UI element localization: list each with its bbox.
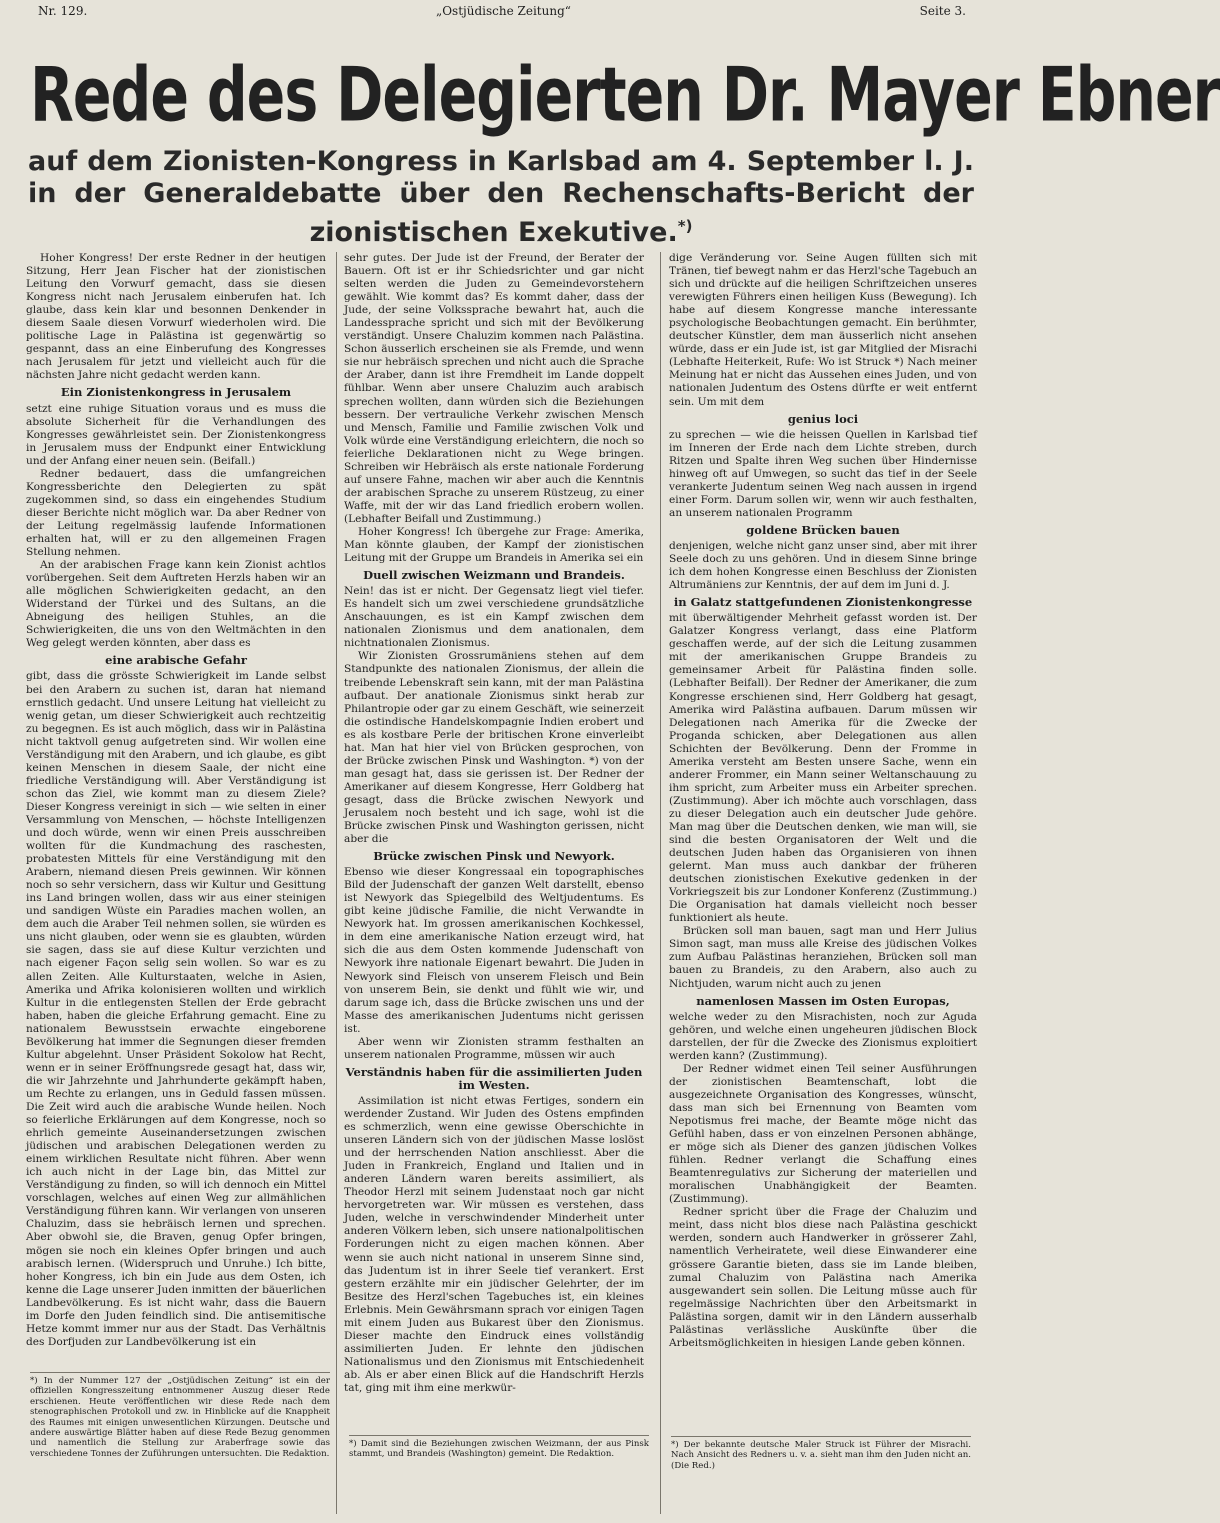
section-heading: Verständnis haben für die assimilierten Juden im Westen. — [345, 1064, 643, 1092]
section-heading: in Galatz stattgefundenen Zionistenkongresse — [673, 595, 973, 610]
section-heading: Ein Zionistenkongress in Jerusalem — [60, 385, 292, 400]
article-subheadline — [28, 146, 974, 249]
issue-number: Nr. 129. — [38, 4, 88, 18]
section-heading: namenlosen Massen im Osten Europas, — [696, 993, 950, 1008]
section-heading: eine arabische Gefahr — [105, 653, 247, 668]
paragraph: Nein! das ist er nicht. Der Gegensatz liegt viel tiefer. Es handelt sich um zwei verschiedene grundsätzliche Anschauungen, es ist ein Kampf zwischen dem nationalen Zionismus und dem anationalen, dem nichtnationalen Zionismus. — [344, 585, 644, 650]
paragraph: Wir Zionisten Grossrumäniens stehen auf dem Standpunkte des nationalen Zionismus, der allein die treibende Lebenskraft sein kann, mit der man Palästina aufbaut. Der anationale Zionismus sinkt herab zur Philantropie oder gar zu einem Geschäft, wie seinerzeit die ostindische Handelskompagnie Indien erobert und es als kostbare Perle der britischen Krone einverleibt hat. Man hat hier viel von Brücken gesprochen, von der Brücke zwischen Pinsk und Washington. *) von der man gesagt hat, dass sie gerissen ist. Der Redner der Amerikaner auf diesem Kongresse, Herr Goldberg hat gesagt, dass die Brücke zwischen Newyork und Jerusalem noch besteht und ich sage, wohl ist die Brücke zwischen Pinsk und Washington gerissen, nicht aber die — [344, 650, 644, 846]
subheadline-line-3-text: zionistischen Exekutive. — [309, 217, 678, 248]
text-column-3 — [669, 252, 977, 1435]
column-rule — [660, 252, 661, 1514]
text-column-1 — [26, 252, 326, 1372]
article-headline: Rede des Delegierten Dr. Mayer Ebner — [30, 51, 1220, 139]
footnote-rule — [30, 1372, 330, 1373]
footnote-1: *) In der Nummer 127 der „Ostjüdischen Zeitung“ ist ein der offiziellen Kongresszeitung entnommener Auszug dieser Rede erschienen. Heute veröffentlichen wir diese Rede nach dem stenographischen Protokoll und zw. in Hinblicke auf die Knappheit des Raumes mit einigen unwesentlichen Kürzungen. Deutsche und andere auswärtige Blätter haben auf diese Rede Bezug genommen und namentlich die Stellung zur Araberfrage sowie das verschiedene Tonnes der Zuführungen untersuchten. Die Redaktion. — [30, 1376, 330, 1459]
paragraph: Aber wenn wir Zionisten stramm festhalten an unserem nationalen Programme, müssen wir auch — [344, 1035, 644, 1061]
footnote-2: *) Damit sind die Beziehungen zwischen Weizmann, der aus Pinsk stammt, und Brandeis (Washington) gemeint. Die Redaktion. — [349, 1439, 649, 1460]
footnote-3: *) Der bekannte deutsche Maler Struck ist Führer der Misrachi. Nach Ansicht des Redners u. v. a. sieht man ihm den Juden nicht an. (Die Red.) — [671, 1440, 971, 1471]
paragraph: Brücken soll man bauen, sagt man und Herr Julius Simon sagt, man muss alle Kreise des jüdischen Volkes zum Aufbau Palästinas heranziehen, Brücken soll man bauen zu Brandeis, zu den Arabern, also auch zu Nichtjuden, warum nicht auch zu jenen — [669, 925, 977, 990]
paragraph: Der Redner widmet einen Teil seiner Ausführungen der zionistischen Beamtenschaft, lobt die ausgezeichnete Organisation des Kongresses, wünscht, dass man sich bei Ernennung von Beamten vom Nepotismus frei mache, der Beamte möge nicht das Gefühl haben, dass er von einzelnen Personen abhänge, er möge sich als Diener des ganzen jüdischen Volkes fühlen. Redner verlangt die Schaffung eines Beamtenregulativs zur Sicherung der materiellen und moralischen Unabhängigkeit der Beamten. (Zustimmung). — [669, 1062, 977, 1206]
section-heading: genius loci — [787, 411, 859, 426]
paragraph: welche weder zu den Misrachisten, noch zur Aguda gehören, und welche einen ungeheuren jüdischen Block darstellen, der für die Zwecke des Zionismus exploitiert werden kann? (Zustimmung). — [669, 1010, 977, 1062]
paragraph: Assimilation ist nicht etwas Fertiges, sondern ein werdender Zustand. Wir Juden des Ostens empfinden es schmerzlich, wenn eine gewisse Oberschichte in unseren Ländern sich von der jüdischen Masse loslöst und der herrschenden Nation anschliesst. Aber die Juden in Frankreich, England und Italien und in anderen Ländern waren bereits assimiliert, als Theodor Herzl mit seinem Judenstaat noch gar nicht hervorgetreten war. Wir müssen es verstehen, dass Juden, welche in verschwindender Minderheit unter anderen Völkern leben, sich unsere nationalpolitischen Forderungen nicht zu eigen machen können. Aber wenn sie auch nicht national in unserem Sinne sind, das Judentum ist in ihrer Seele tief verankert. Erst gestern erzählte mir ein jüdischer Gelehrter, der im Besitze des Herzl'schen Tagebuches ist, ein kleines Erlebnis. Mein Gewährsmann sprach vor einigen Tagen mit einem Juden aus Bukarest über den Zionismus. Dieser machte den Eindruck eines vollständig assimilierten Juden. Er lehnte den jüdischen Nationalismus und den Zionismus mit Entschiedenheit ab. Als er aber einen Blick auf die Handschrift Herzls tat, ging mit ihm eine merkwür- — [344, 1094, 644, 1394]
section-heading: goldene Brücken bauen — [746, 522, 900, 537]
paragraph: Hoher Kongress! Ich übergehe zur Frage: Amerika, Man könnte glauben, der Kampf der zionistischen Leitung mit der Gruppe um Brandeis in Amerika sei ein — [344, 525, 644, 565]
section-heading: Duell zwischen Weizmann und Brandeis. — [363, 568, 625, 583]
paragraph: gibt, dass die grösste Schwierigkeit im Lande selbst bei den Arabern zu suchen ist, daran hat niemand ernstlich gedacht. Und unsere Leitung hat vielleicht zu wenig getan, um dieser Schwierigkeit auch rechtzeitig zu begegnen. Es ist auch möglich, dass wir in Palästina nicht taktvoll genug aufgetreten sind. Wir wollen eine Verständigung mit den Arabern, und ich glaube, es gibt keinen Menschen in diesem Saale, der nicht eine friedliche Verständigung will. Aber Verständigung ist schon das Ziel, wie kommt man zu diesem Ziele? Dieser Kongress vereinigt in sich — wie selten in einer Versammlung von Menschen, — höchste Intelligenzen und doch würde, wenn wir einen Preis ausschreiben wollten für die Kundmachung des raschesten, probatesten Mittels für eine Verständigung mit den Arabern, niemand diesen Preis gewinnen. Wir können noch so sehr versichern, dass wir Kultur und Gesittung ins Land bringen wollen, dass wir aus einer steinigen und sandigen Wüste ein Paradies machen wollen, an dem auch die Araber Teil nehmen sollen, sie würden es uns nicht glauben, oder wenn sie es glaubten, würden sie sagen, dass sie auf diese Kultur verzichten und nach eigener Façon selig sein wollen. So war es zu allen Zeiten. Alle Kulturstaaten, welche in Asien, Amerika und Afrika kolonisieren wollten und wirklich Kultur in die entlegensten Stellen der Erde gebracht haben, haben die gleiche Erfahrung gemacht. Eine zu nationalem Bewusstsein erwachte eingeborene Bevölkerung hat immer die Segnungen dieser fremden Kultur abgelehnt. Unser Präsident Sokolow hat Recht, wenn er in seiner Eröffnungsrede gesagt hat, dass wir, die wir Jahrzehnte und Jahrhunderte gekämpft haben, um Rechte zu erlangen, uns in Geduld fassen müssen. Die Zeit wird auch die arabische Wunde heilen. Noch so feierliche Erklärungen auf dem Kongresse, noch so ehrlich gemeinte Auseinandersetzungen zwischen jüdischen und arabischen Delegationen werden zu einem wirklichen Resultate nicht führen. Aber wenn ich auch nicht in der Lage bin, das Mittel zur Verständigung zu finden, so will ich dennoch ein Mittel vorschlagen, welches auf einen Weg zur allmählichen Verständigung führen kann. Wir verlangen von unseren Chaluzim, dass sie hebräisch lernen und sprechen. Aber obwohl sie, die Braven, genug Opfer bringen, mögen sie noch ein kleines Opfer bringen und auch arabisch lernen. (Widerspruch und Unruhe.) Ich bitte, hoher Kongress, ich bin ein Jude aus dem Osten, ich kenne die Lage unserer Juden inmitten der bäuerlichen Landbevölkerung. Es ist nicht wahr, dass die Bauern im Dorfe den Juden feindlich sind. Die antisemitische Hetze kommt immer nur aus der Stadt. Das Verhältnis des Dorfjuden zur Landbevölkerung ist ein — [26, 670, 326, 1348]
subheadline-line-1: auf dem Zionisten-Kongress in Karlsbad am 4. September l. J. — [28, 146, 974, 177]
running-header — [38, 4, 966, 22]
footnote-rule — [671, 1436, 971, 1437]
paragraph: An der arabischen Frage kann kein Zionist achtlos vorübergehen. Seit dem Auftreten Herzls haben wir an alle möglichen Schwierigkeiten gedacht, an den Widerstand der Türkei und des Sultans, an die Abneigung des heiligen Stuhles, an die Schwierigkeiten, die uns von den Weltmächten in den Weg gelegt werden könnten, aber dass es — [26, 559, 326, 650]
paragraph: Hoher Kongress! Der erste Redner in der heutigen Sitzung, Herr Jean Fischer hat der zionistischen Leitung den Vorwurf gemacht, dass sie diesen Kongress nicht nach Jerusalem einberufen hat. Ich glaube, dass kein klar und besonnen Denkender in diesem Saale diesen Vorwurf wiederholen wird. Die politische Lage in Palästina ist gegenwärtig so gespannt, dass an eine Einberufung des Kongresses nach Jerusalem für jetzt und vielleicht auch für die nächsten Jahre nicht gedacht werden kann. — [26, 252, 326, 382]
page-number: Seite 3. — [919, 4, 966, 18]
footnote-marker: *) — [677, 217, 693, 235]
text-column-2 — [344, 252, 644, 1435]
paragraph: setzt eine ruhige Situation voraus und es muss die absolute Sicherheit für die Verhandlungen des Kongresses gewährleistet sein. Der Zionistenkongress in Jerusalem muss der Endpunkt einer Entwicklung und der Anfang einer neuen sein. (Beifall.) — [26, 402, 326, 467]
paragraph: mit überwältigender Mehrheit gefasst worden ist. Der Galatzer Kongress verlangt, dass eine Platform geschaffen werde, auf der sich die Leitung zusammen mit der amerikanischen Gruppe Brandeis zu gemeinsamer Arbeit für Palästina finden solle. (Lebhafter Beifall). Der Redner der Amerikaner, die zum Kongresse erschienen sind, Herr Goldberg hat gesagt, Amerika wird Palästina aufbauen. Darum müssen wir Delegationen nach Amerika für die Zwecke der Proganda schicken, aber Delegationen aus allen Schichten der Bevölkerung. Denn der Fromme in Amerika versteht am Besten unsere Sache, wenn ein anderer Frommer, ein Mann seiner Weltanschauung zu ihm spricht, zum Arbeiter muss ein Arbeiter sprechen. (Zustimmung). Aber ich möchte auch vorschlagen, dass zu dieser Delegation auch ein deutscher Jude gehöre. Man mag über die Deutschen denken, wie man will, sie sind die besten Organisatoren der Welt und die deutschen Juden haben das Organisieren von ihnen gelernt. Man muss auch dankbar der früheren deutschen zionistischen Exekutive gedenken in der Vorkriegszeit bis zur Londoner Konferenz (Zustimmung.) Die Organisation hat damals vielleicht noch besser funktioniert als heute. — [669, 612, 977, 925]
subheadline-line-3 — [28, 210, 974, 249]
paragraph: sehr gutes. Der Jude ist der Freund, der Berater der Bauern. Oft ist er ihr Schiedsrichter und gar nicht selten werden die Juden zu Gemeindevorstehern gewählt. Wie kommt das? Es kommt daher, dass der Jude, der seine Volkssprache bewahrt hat, auch die Landessprache spricht und sich mit der Bevölkerung verständigt. Unsere Chaluzim kommen nach Palästina. Schon äusserlich erscheinen sie als Fremde, und wenn sie nur hebräisch sprechen und nicht auch die Sprache der Araber, dann ist ihre Fremdheit im Lande doppelt fühlbar. Wenn aber unsere Chaluzim auch arabisch sprechen wollten, dann würden sich die Beziehungen bessern. Der vertrauliche Verkehr zwischen Mensch und Mensch, Familie und Familie zwischen Volk und Volk würde eine Verständigung erleichtern, die noch so feierliche Deklarationen nicht zu Wege bringen. Schreiben wir Hebräisch als erste nationale Forderung auf unsere Fahne, machen wir aber auch die Kenntnis der arabischen Sprache zu unserem Rüstzeug, zu einer Waffe, mit der wir das Land friedlich erobern wollen. (Lebhafter Beifall und Zustimmung.) — [344, 252, 644, 525]
footnote-rule — [349, 1435, 649, 1436]
newspaper-name: „Ostjüdische Zeitung“ — [436, 4, 571, 18]
section-heading: Brücke zwischen Pinsk und Newyork. — [373, 849, 615, 864]
paragraph: Redner spricht über die Frage der Chaluzim und meint, dass nicht blos diese nach Palästina geschickt werden, sondern auch Handwerker in grösserer Zahl, namentlich Verheiratete, weil diese Einwanderer eine grössere Garantie bieten, dass sie im Lande bleiben, zumal Chaluzim von Palästina nach Amerika ausgewandert sein sollen. Die Leitung müsse auch für regelmässige Nachrichten über den Arbeitsmarkt in Palästina sorgen, damit wir in den Ländern ausserhalb Palästinas verlässliche Auskünfte über die Arbeitsmöglichkeiten in hiesigen Lande geben können. — [669, 1206, 977, 1349]
subheadline-line-2: in der Generaldebatte über den Rechenschafts-Bericht der — [28, 178, 974, 209]
paragraph: Ebenso wie dieser Kongressaal ein topographisches Bild der Judenschaft der ganzen Welt darstellt, ebenso ist Newyork das Spiegelbild des Weltjudentums. Es gibt keine jüdische Familie, die nicht Verwandte in Newyork hat. Im grossen amerikanischen Kochkessel, in dem eine amerikanische Nation erzeugt wird, hat sich die aus dem Osten kommende Judenschaft von Newyork ihre nationale Eigenart bewahrt. Die Juden in Newyork sind Fleisch von unserem Fleisch und Bein von unserem Bein, sie denkt und fühlt wie wir, und darum sage ich, dass die Brücke zwischen uns und der Masse des amerikanischen Judentums nicht gerissen ist. — [344, 866, 644, 1035]
paragraph: dige Veränderung vor. Seine Augen füllten sich mit Tränen, tief bewegt nahm er das Herzl'sche Tagebuch an sich und drückte auf die heiligen Schriftzeichen unseres verewigten Führers einen heiligen Kuss (Bewegung). Ich habe auf diesem Kongresse manche interessante psychologische Beobachtungen gemacht. Ein berühmter, deutscher Künstler, dem man äusserlich nicht ansehen würde, dass er ein Jude ist, ist gar Mitglied der Misrachi (Lebhafte Heiterkeit, Rufe: Wo ist Struck *) Nach meiner Meinung hat er nicht das Aussehen eines Juden, und von nationalen Judentum des Ostens dürfte er weit entfernt sein. Um mit dem — [669, 252, 977, 408]
paragraph: Redner bedauert, dass die umfangreichen Kongressberichte den Delegierten zu spät zugekommen sind, so dass ein eingehendes Studium dieser Berichte nicht möglich war. Da aber Redner von der Leitung regelmässig laufende Informationen erhalten hat, will er zu den allgemeinen Fragen Stellung nehmen. — [26, 467, 326, 559]
paragraph: denjenigen, welche nicht ganz unser sind, aber mit ihrer Seele doch zu uns gehören. Und in diesem Sinne bringe ich dem hohen Kongresse einen Beschluss der Zionisten Altrumäniens zur Kenntnis, der auf dem im Juni d. J. — [669, 539, 977, 592]
paragraph: zu sprechen — wie die heissen Quellen in Karlsbad tief im Inneren der Erde nach dem Lichte streben, durch Ritzen und Spalte ihren Weg suchen über Hindernisse hinweg oft auf Umwegen, so sucht das tief in der Seele verankerte Judentum seinen Weg nach aussen in irgend einer Form. Darum sollen wir, wenn wir auch festhalten, an unserem nationalen Programm — [669, 428, 977, 519]
column-rule — [336, 252, 337, 1514]
